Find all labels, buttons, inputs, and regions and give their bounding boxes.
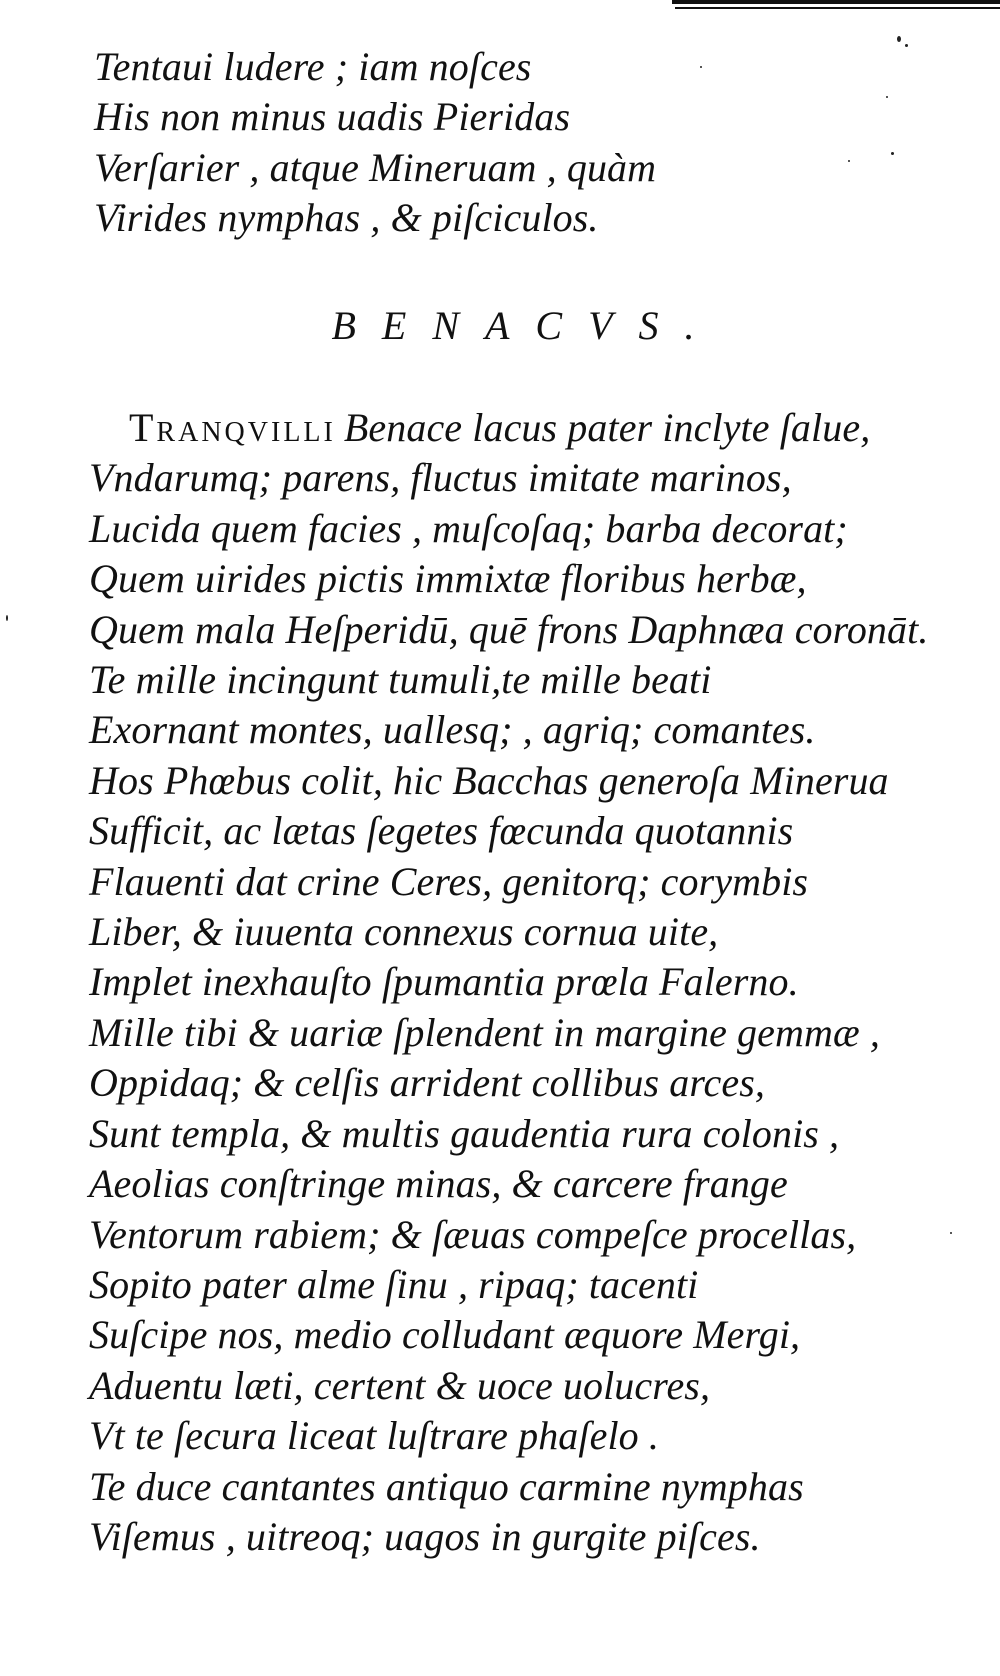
verse-line: His non minus uadis Pieridas: [94, 94, 571, 140]
verse-line: Tentaui ludere ; iam noſces: [94, 44, 532, 89]
verse-line-rest: Benace lacus pater inclyte ſalue,: [343, 405, 871, 450]
opening-verse: [94, 42, 656, 244]
verse-line: Hos Phœbus colit, hic Bacchas generoſa Minerua: [89, 757, 889, 803]
verse-line: Implet inexhauſto ſpumantia prœla Falerno.: [89, 959, 799, 1005]
verse-line: Sufficit, ac lætas ſegetes fœcunda quotannis: [89, 808, 794, 854]
ink-speck: [886, 96, 888, 98]
verse-line: Vt te ſecura liceat luſtrare phaſelo .: [89, 1413, 659, 1459]
verse-line: Virides nymphas , & piſciculos.: [94, 195, 599, 241]
verse-line: Mille tibi & uariæ ſplendent in margine gemmæ ,: [89, 1009, 880, 1055]
ink-speck: [950, 1232, 952, 1234]
verse-line: Aduentu læti, certent & uoce uolucres,: [89, 1362, 711, 1408]
verse-line: Te duce cantantes antiquo carmine nymphas: [89, 1463, 804, 1509]
verse-line: Quem uirides pictis immixtæ floribus herbæ,: [89, 556, 807, 602]
verse-line: Viſemus , uitreoq; uagos in gurgite piſces.: [89, 1513, 761, 1559]
verse-line-first: [89, 403, 928, 453]
verse-line: Vndarumq; parens, fluctus imitate marinos,: [89, 455, 792, 501]
verse-line: Sopito pater alme ſinu , ripaq; tacenti: [89, 1261, 699, 1307]
poem-heading: BENACVS.: [331, 303, 721, 348]
ink-speck: [6, 615, 8, 621]
ink-speck: [897, 36, 901, 42]
top-rule: [672, 0, 1000, 4]
top-rule-thin: [675, 7, 1000, 9]
ink-speck: [700, 66, 702, 68]
verse-line: Lucida quem facies , muſcoſaq; barba decorat;: [89, 505, 848, 551]
ink-speck: [905, 44, 908, 47]
initial-word: Tranqvilli: [129, 405, 336, 450]
verse-line: Liber, & iuuenta connexus cornua uite,: [89, 909, 719, 955]
verse-line: Te mille incingunt tumuli,te mille beati: [89, 657, 712, 703]
verse-line: Flauenti dat crine Ceres, genitorq; corymbis: [89, 858, 809, 904]
poem-body: [89, 403, 928, 1562]
ink-speck: [891, 152, 894, 155]
verse-line: Oppidaq; & celſis arrident collibus arces,: [89, 1060, 765, 1106]
verse-line: Suſcipe nos, medio colludant æquore Mergi,: [89, 1312, 801, 1358]
verse-line: Ventorum rabiem; & ſæuas compeſce procellas,: [89, 1211, 857, 1257]
ink-speck: [848, 160, 850, 162]
verse-line: Verſarier , atque Mineruam , quàm: [94, 144, 657, 190]
verse-line: Sunt templa, & multis gaudentia rura colonis ,: [89, 1110, 840, 1156]
verse-line: Aeolias conſtringe minas, & carcere frange: [89, 1161, 788, 1207]
verse-line: Exornant montes, uallesq; , agriq; comantes.: [89, 707, 816, 753]
verse-line: Quem mala Heſperidū, quē frons Daphnæa coronāt.: [89, 606, 929, 652]
